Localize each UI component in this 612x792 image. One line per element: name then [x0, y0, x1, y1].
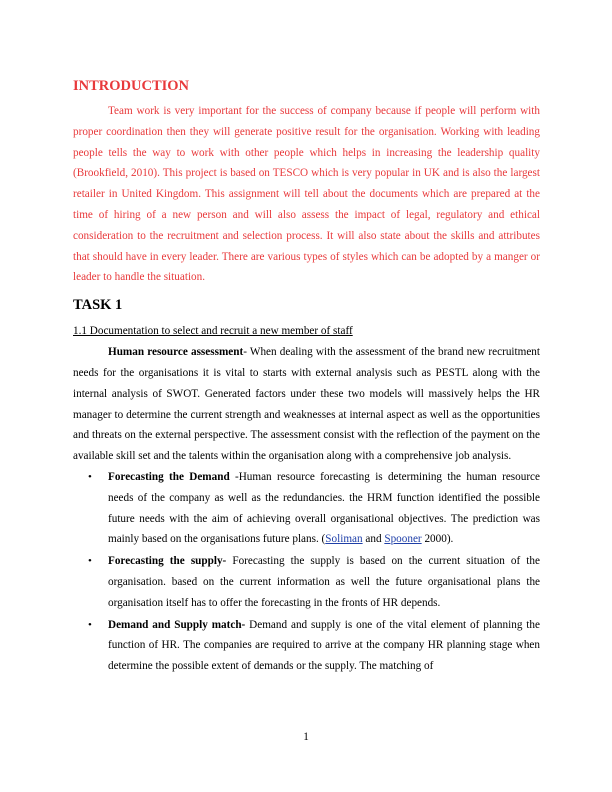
bullet-text-end: 2000). [421, 533, 454, 546]
bullet-text: Forecasting the supply is based on the current situation of the organisation. based on the current information as well the future organisational plans the organisation itself has to offer the forecasting in the fronts of HR depends. [108, 555, 540, 609]
hr-assessment-text: - When dealing with the assessment of the brand new recruitment needs for the organisations it is vital to starts with external analysis such as PESTL along with the internal analysis of SWOT. Generated factors under these two models will massively helps the HR manager to determine the current strength and weaknesses at internal aspect as well as the opportunities and threats on the external perspective. The assessment consist with the reflection of the payment on the available skill set and the talents within the organisation along with a comprehensive job analysis. [73, 346, 540, 463]
forecast-bullet-list [73, 467, 540, 677]
page-content [73, 78, 540, 678]
bullet-text-mid: and [362, 533, 385, 546]
citation-link-spooner[interactable]: Spooner [384, 533, 422, 546]
bullet-term: Forecasting the Demand [108, 470, 230, 483]
introduction-paragraph: Team work is very important for the success of company because if people will perform with proper coordination then they will generate positive result for the organisation. Working with leading people tells the way to work with other people which helps in increasing the leadership quality (Brookfield, 2010). This project is based on TESCO which is very popular in UK and is also the largest retailer in United Kingdom. This assignment will tell about the documents which are prepared at the time of hiring of a new person and will also assess the impact of legal, regulatory and ethical consideration to the recruitment and selection process. It will also state about the skills and attributes that should have in every leader. There are various types of styles which can be adopted by a manger or leader to handle the situation. [73, 105, 540, 284]
bullet-icon: • [88, 470, 92, 483]
task1-subheading: 1.1 Documentation to select and recruit a new member of staff [73, 325, 353, 338]
introduction-heading: INTRODUCTION [73, 78, 190, 94]
bullet-term: Forecasting the supply- [108, 555, 227, 568]
bullet-text: -Human resource forecasting is determining the human resource needs of the company as well as the redundancies. the HRM function identified the possible future needs with the aim of achieving overall organisational objectives. The prediction was mainly based on the organisations future plans. ( [108, 470, 540, 546]
bullet-text: Demand and supply is one of the vital element of planning the function of HR. The companies are required to arrive at the company HR planning stage when determine the possible extent of demands or the supply. The matching of [108, 618, 540, 673]
task1-heading: TASK 1 [73, 297, 123, 314]
page-number: 1 [303, 731, 309, 743]
bullet-item-supply [73, 551, 540, 613]
bullet-item-match [73, 615, 540, 677]
bullet-term: Demand and Supply match- [108, 618, 246, 631]
hr-assessment-paragraph [73, 342, 540, 467]
bullet-icon: • [88, 618, 92, 631]
bullet-icon: • [88, 555, 92, 568]
citation-link-soliman[interactable]: Soliman [325, 533, 363, 546]
hr-assessment-term: Human resource assessment [108, 346, 244, 359]
bullet-item-demand [73, 467, 540, 550]
